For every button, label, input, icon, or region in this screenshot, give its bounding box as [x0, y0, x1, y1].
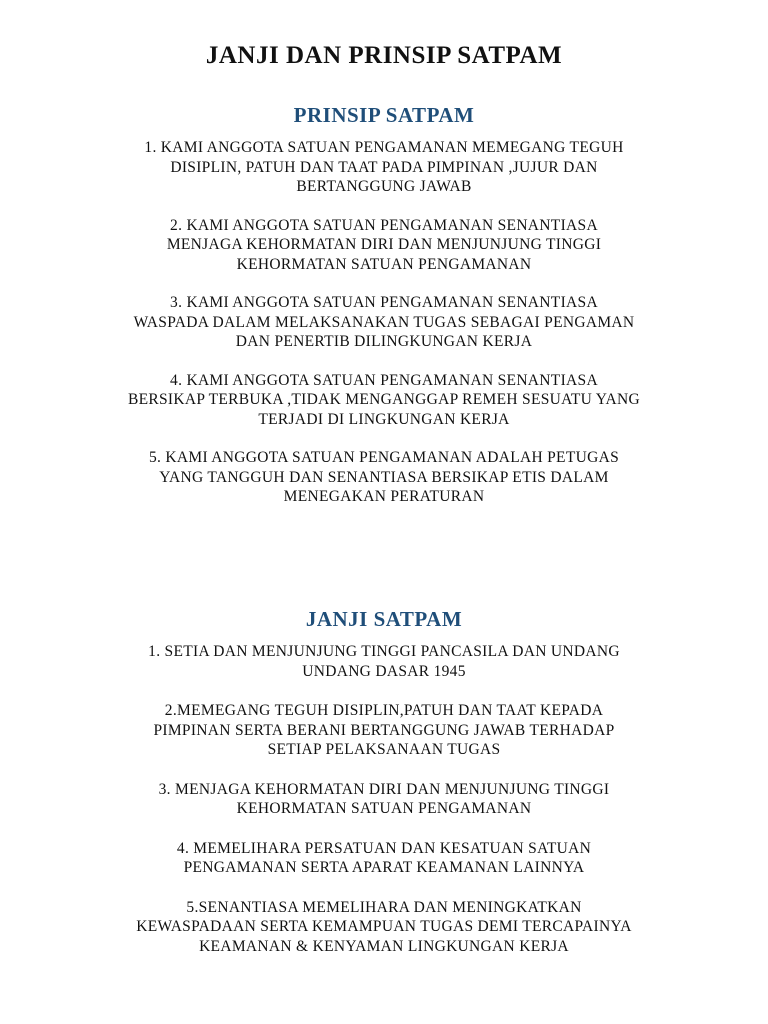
janji-item-1: 1. SETIA DAN MENJUNJUNG TINGGI PANCASILA DAN UNDANG UNDANG DASAR 1945 [148, 643, 620, 680]
prinsip-item-2: 2. KAMI ANGGOTA SATUAN PENGAMANAN SENANTIASA MENJAGA KEHORMATAN DIRI DAN MENJUNJUNG TINGGI KEHORMATAN SATUAN PENGAMANAN [166, 216, 602, 273]
document-title: JANJI DAN PRINSIP SATPAM [205, 41, 563, 69]
prinsip-item-5: 5. KAMI ANGGOTA SATUAN PENGAMANAN ADALAH PETUGAS YANG TANGGUH DAN SENANTIASA BERSIKAP ETIS DALAM MENEGAKAN PERATURAN [149, 449, 619, 505]
prinsip-item-1: 1. KAMI ANGGOTA SATUAN PENGAMANAN MEMEGANG TEGUH DISIPLIN, PATUH DAN TAAT PADA PIMPINAN ,JUJUR DAN BERTANGGUNG JAWAB [144, 139, 624, 195]
prinsip-satpam-heading: PRINSIP SATPAM [293, 103, 475, 128]
janji-item-3: 3. MENJAGA KEHORMATAN DIRI DAN MENJUNJUNG TINGGI KEHORMATAN SATUAN PENGAMANAN [158, 780, 610, 817]
prinsip-item-4: 4. KAMI ANGGOTA SATUAN PENGAMANAN SENANTIASA BERSIKAP TERBUKA ,TIDAK MENGANGGAP REMEH SESUATU YANG TERJADI DI LINGKUNGAN KERJA [127, 371, 641, 428]
janji-item-4: 4. MEMELIHARA PERSATUAN DAN KESATUAN SATUAN PENGAMANAN SERTA APARAT KEAMANAN LAINNYA [176, 839, 592, 876]
prinsip-satpam-list [84, 138, 684, 526]
janji-item-2: 2.MEMEGANG TEGUH DISIPLIN,PATUH DAN TAAT KEPADA PIMPINAN SERTA BERANI BERTANGGUNG JAWAB TERHADAP SETIAP PELAKSANAAN TUGAS [153, 702, 615, 758]
janji-satpam-heading: JANJI SATPAM [305, 607, 463, 632]
janji-item-5: 5.SENANTIASA MEMELIHARA DAN MENINGKATKAN KEWASPADAAN SERTA KEMAMPUAN TUGAS DEMI TERCAPAINYA KEAMANAN & KENYAMAN LINGKUNGAN KERJA [136, 898, 632, 955]
prinsip-item-3: 3. KAMI ANGGOTA SATUAN PENGAMANAN SENANTIASA WASPADA DALAM MELAKSANAKAN TUGAS SEBAGAI PENGAMAN DAN PENERTIB DILINGKUNGAN KERJA [133, 294, 635, 350]
janji-satpam-list [84, 642, 684, 976]
